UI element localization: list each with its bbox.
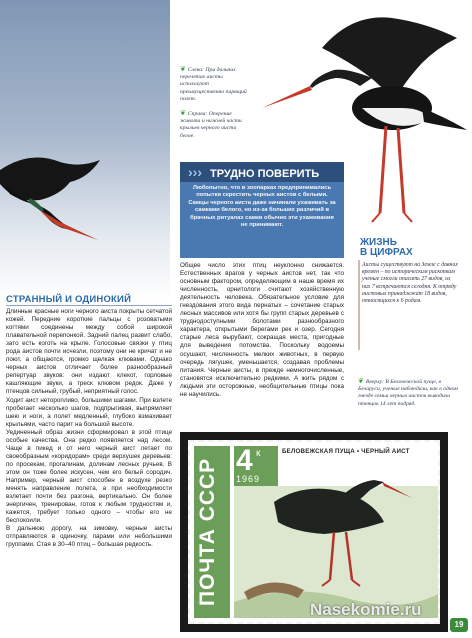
caption-bottom — [358, 378, 458, 408]
stamp-country: ПОЧТА СССР — [196, 457, 219, 606]
lifespan-title: ЖИЗНЬ В ЦИФРАХ — [360, 237, 413, 258]
stamp-value-unit: к — [256, 448, 261, 459]
lifespan-body: Аисты существуют на Земле с давних времен – по историческим раскопкам ученые смогли описать 27 видов, из них 7 встречаются сегодня. К отряду аистовых принадлежат 18 видов, относящихся к 6 родам. — [362, 262, 458, 305]
caption-bottom-text: Вверху: В Беловежской пуще, в Беларуси, ученые наблюдали, как в одном гнезде семьи черных аистов выводили птенцов 14 лет подряд. — [358, 379, 458, 407]
page-number: 19 — [450, 618, 468, 632]
leaf-icon: ❦ — [180, 109, 186, 117]
section-heading: СТРАННЫЙ И ОДИНОКИЙ — [6, 294, 132, 305]
leaf-icon: ❦ — [358, 377, 364, 385]
stamp-side-band — [194, 446, 230, 618]
watermark: Nasekomie.ru — [310, 600, 422, 619]
fact-box-body: Любопытно, что в зоопарках предпринимались попытки скрестить черных аистов с белыми. Самцы черного аиста даже начинали ухаживать за самками белого, но из-за больших различий в брачных ритуалах самки обычно эти ухаживания не принимают. — [188, 185, 336, 229]
caption-right-text: Справа: Оперение живота и нижней части крыльев черного аиста белое. — [180, 111, 242, 139]
fact-box-title-bar — [180, 162, 344, 182]
stamp-title: БЕЛОВЕЖСКАЯ ПУЩА • ЧЕРНЫЙ АИСТ — [282, 448, 410, 455]
fact-box — [180, 162, 344, 258]
caption-left — [180, 66, 252, 103]
section-heading-rule — [6, 305, 172, 306]
caption-right — [180, 110, 252, 140]
stamp-stork-illustration — [234, 462, 438, 618]
stamp-year: 1969 — [236, 474, 261, 484]
caption-left-text: Слева: При дальних перелетах аисты используют преимущественно парящий полет. — [180, 67, 247, 102]
arrow-chevrons-icon: ››› — [188, 164, 202, 180]
flying-stork-illustration-left — [0, 140, 110, 250]
left-column-text: Длинные красные ноги черного аиста покрыты сетчатой кожей. Передние короткие пальцы с розоватыми когтями соединены между собой широкой плавательной перепонкой. Задний палец развит слабо, зато есть коготь на крыле. Голосовые связки у птиц рода аистов почти исчезли, поэтому они не кричат и не поют, а общаются, громко щелкая клювами. Однако черных аистов отличает более разнообразный репертуар звуков: они издают клекот, горловые кашляющие звуки, а треск клювом редок. Даже у птенцов сильный, грубый, неприятный голос. Ходит аист неторопливо, большими шагами. При взлете пробегает несколько шагов, подпрыгивая, выпрямляет шею и ноги, а полет медленный, глубоко взмахивает крыльями, часто парит на большой высоте. Уединенный образ жизни сформировал в этой птице особые качества. Она редко появляется над лесом. Чаще в пикед и от него черный аист летает по своеобразным «коридорам» среди верхушек деревьев: по просекам, прогалинам, долинам лесных ручьев. В этом он тоже более искусен, чем его белый сородич. Например, черный аист способен в воздухе резко менять направление полета, а при необходимости взлетает почти без разгона, вертикально. Он более энергичен, тренирован, готов к любым трудностям и, кажется, требует только одного – чтобы его не беспокоили. В дальнюю дорогу, на зимовку, черные аисты отправляются в одиночку, парами или небольшими группами. Стая в 30–40 птиц – большая редкость. — [6, 308, 172, 549]
fact-box-title: ТРУДНО ПОВЕРИТЬ — [210, 168, 320, 180]
stamp-paper — [188, 440, 440, 624]
lifespan-divider — [358, 260, 360, 350]
leaf-icon: ❦ — [180, 65, 186, 73]
middle-column-text: Общее число этих птиц неуклонно снижается. Естественных врагов у черных аистов нет, так что основным фактором, определяющим в наше время их численность, орнитологи считают хозяйственную деятельность человека. Обязательное условие для гнездования этого вида пернатых – сочетание старых лесных массивов или хотя бы групп старых деревьев с труднодоступными болотами разнообразного характера, открытыми берегами рек и озер. Сегодня старые леса вырубают, сокращая места, пригодные для выведения потомства. Поскольку водоемы осушают, численность мелких животных, в первую очередь лягушек, уменьшается, создавая проблемы питания. Черные аисты, в прежде немногочисленные, становятся исключительно редкими. А жить рядом с людьми эти осторожные, необщительные птицы пока не научились. — [180, 262, 344, 398]
stamp-value: 4 — [236, 444, 253, 477]
